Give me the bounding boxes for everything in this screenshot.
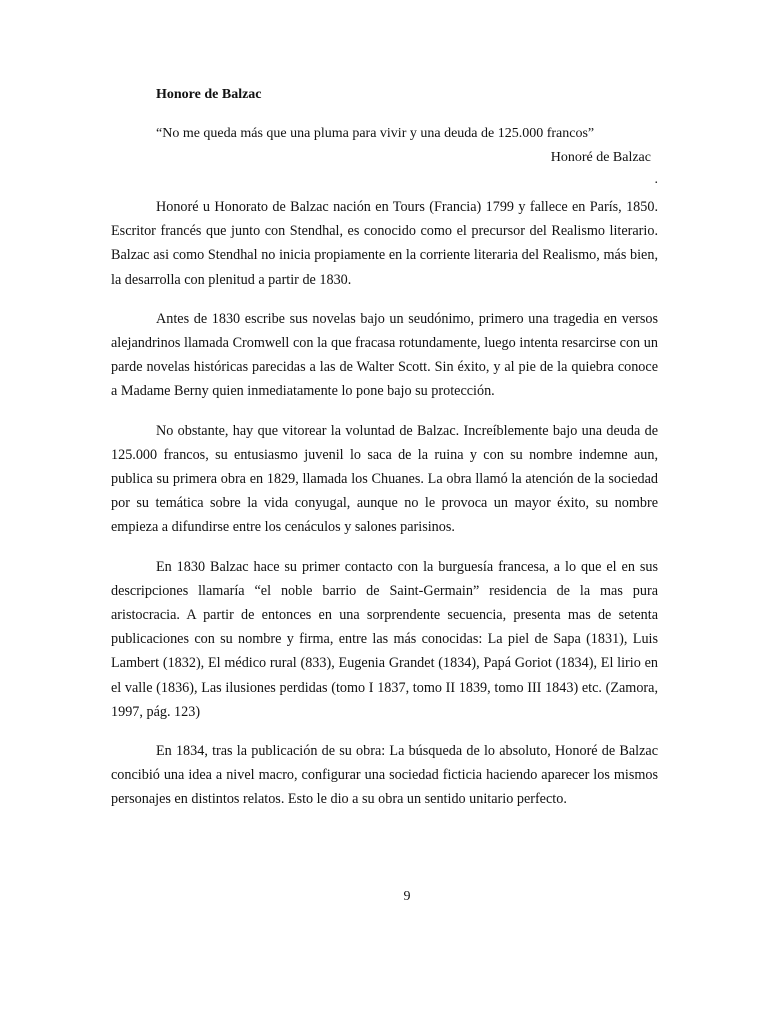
- epigraph-mark: .: [654, 172, 658, 187]
- paragraph: En 1834, tras la publicación de su obra: La búsqueda de lo absoluto, Honoré de Balzac concibió una idea a nivel macro, configurar una sociedad ficticia haciendo aparecer los mismos personajes en distintos relatos. Esto le dio a su obra un sentido unitario perfecto.: [111, 743, 658, 808]
- paragraph: Antes de 1830 escribe sus novelas bajo un seudónimo, primero una tragedia en versos alejandrinos llamada Cromwell con la que fracasa rotundamente, luego intenta resarcirse con un parde novelas históricas parecidas a las de Walter Scott. Sin éxito, y al pie de la quiebra conoce a Madame Berny quien inmediatamente lo pone bajo su protección.: [111, 310, 658, 400]
- page-number: 9: [403, 889, 411, 904]
- paragraph: No obstante, hay que vitorear la voluntad de Balzac. Increíblemente bajo una deuda de 125.000 francos, su entusiasmo juvenil lo saca de la ruina y con su nombre indemne aun, publica su primera obra en 1829, llamada los Chuanes. La obra llamó la atención de la sociedad por su temática sobre la vida conyugal, aunque no le provoca un mayor éxito, su nombre empieza a difundirse entre los cenáculos y salones parisinos.: [111, 422, 658, 536]
- page-content: [111, 85, 658, 812]
- epigraph-author: Honoré de Balzac: [550, 150, 651, 165]
- page-title: Honore de Balzac: [156, 87, 262, 102]
- paragraph: En 1830 Balzac hace su primer contacto con la burguesía francesa, a lo que el en sus descripciones llamaría “el noble barrio de Saint-Germain” residencia de la mas pura aristocracia. A partir de entonces en una sorprendente secuencia, presenta mas de setenta publicaciones con su nombre y firma, entre las más conocidas: La piel de Sapa (1831), Luis Lambert (1832), El médico rural (833), Eugenia Grandet (1834), Papá Goriot (1834), El lirio en el valle (1836), Las ilusiones perdidas (tomo I 1837, tomo II 1839, tomo III 1843) etc. (Zamora, 1997, pág. 123): [111, 558, 658, 720]
- paragraph: Honoré u Honorato de Balzac nación en Tours (Francia) 1799 y fallece en París, 1850. Escritor francés que junto con Stendhal, es conocido como el precursor del Realismo literario. Balzac asi como Stendhal no inicia propiamente en la corriente literaria del Realismo, más bien, la desarrolla con plenitud a partir de 1830.: [111, 199, 658, 288]
- epigraph-quote: “No me queda más que una pluma para vivir y una deuda de 125.000 francos”: [156, 126, 595, 141]
